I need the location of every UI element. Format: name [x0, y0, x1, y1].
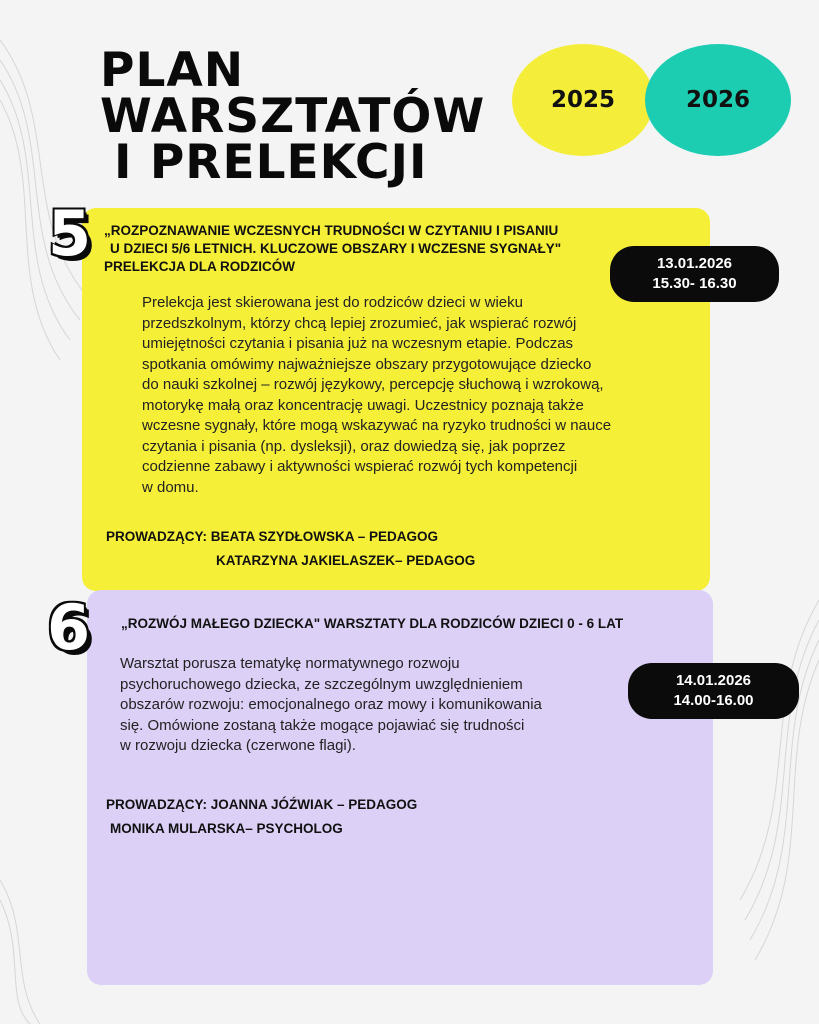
leader-line: PROWADZĄCY: BEATA SZYDŁOWSKA – PEDAGOG: [106, 529, 439, 544]
event-5-heading-line: „ROZPOZNAWANIE WCZESNYCH TRUDNOŚCI W CZYTANIU I PISANIU: [104, 223, 559, 238]
event-5-leaders: [106, 525, 475, 573]
description-line: Prelekcja jest skierowana jest do rodziców dzieci w wieku: [142, 294, 523, 311]
description-line: przedszkolnym, którzy chcą lepiej zrozumieć, jak wspierać rozwój: [142, 314, 577, 332]
event-6-leaders: [106, 793, 417, 841]
event-number-6: 6: [47, 591, 91, 664]
event-6-description: [120, 654, 620, 757]
title-line-2: WARSZTATÓW: [100, 89, 486, 144]
event-5-description: [142, 293, 702, 498]
event-5-heading: [104, 222, 561, 276]
description-line: do nauki szkolnej – rozwój językowy, percepcję słuchową i wzrokową,: [142, 376, 604, 393]
title-line-3: I PRELEKCJI: [114, 135, 428, 190]
description-line: motorykę małą oraz koncentrację uwagi. Uczestnicy poznają także: [142, 396, 584, 414]
event-6-heading: [121, 615, 623, 633]
event-6-date-badge: [628, 663, 799, 719]
event-5-date: 13.01.2026: [656, 255, 733, 272]
description-line: czytania i pisania (np. dysleksji), oraz dowiedzą się, jak poprzez: [142, 437, 566, 455]
year-badge-2025: [512, 44, 654, 156]
description-line: obszarów rozwoju: emocjonalnego oraz mowy i komunikowania: [120, 696, 542, 713]
event-6-heading-line: „ROZWÓJ MAŁEGO DZIECKA" WARSZTATY DLA RODZICÓW DZIECI 0 - 6 LAT: [121, 616, 624, 631]
event-number-5: 5: [48, 197, 92, 270]
year-badge-2025-label: 2025: [550, 87, 615, 113]
description-line: w rozwoju dziecka (czerwone flagi).: [120, 737, 356, 754]
event-5-time: 15.30- 16.30: [652, 275, 737, 292]
description-line: Warsztat porusza tematykę normatywnego rozwoju: [120, 655, 460, 672]
year-badge-2026-label: 2026: [685, 87, 750, 113]
leader-line: MONIKA MULARSKA– PSYCHOLOG: [110, 821, 343, 836]
event-card-6: [87, 590, 713, 985]
description-line: się. Omówione zostaną także mogące pojawiać się trudności: [120, 716, 525, 734]
event-6-time: 14.00-16.00: [673, 692, 754, 709]
description-line: psychoruchowego dziecka, ze szczególnym uwzględnieniem: [120, 675, 523, 693]
description-line: umiejętności czytania i pisania już na wczesnym etapie. Podczas: [142, 335, 574, 352]
event-5-heading-line: U DZIECI 5/6 LETNICH. KLUCZOWE OBSZARY I WCZESNE SYGNAŁY": [110, 241, 562, 256]
description-line: spotkania omówimy najważniejsze obszary przygotowujące dziecko: [142, 355, 592, 373]
year-badge-2026: [645, 44, 791, 156]
leader-line: KATARZYNA JAKIELASZEK– PEDAGOG: [216, 553, 476, 568]
description-line: wczesne sygnały, które mogą wskazywać na ryzyko trudności w nauce: [142, 417, 612, 434]
event-5-type: PRELEKCJA DLA RODZICÓW: [104, 259, 295, 274]
leader-line: PROWADZĄCY: JOANNA JÓŹWIAK – PEDAGOG: [106, 797, 418, 812]
description-line: w domu.: [142, 478, 199, 496]
description-line: codzienne zabawy i aktywności wspierać rozwój tych kompetencji: [142, 458, 578, 475]
page-title: [100, 43, 486, 190]
title-line-1: PLAN: [100, 43, 245, 98]
event-6-date: 14.01.2026: [675, 672, 752, 689]
